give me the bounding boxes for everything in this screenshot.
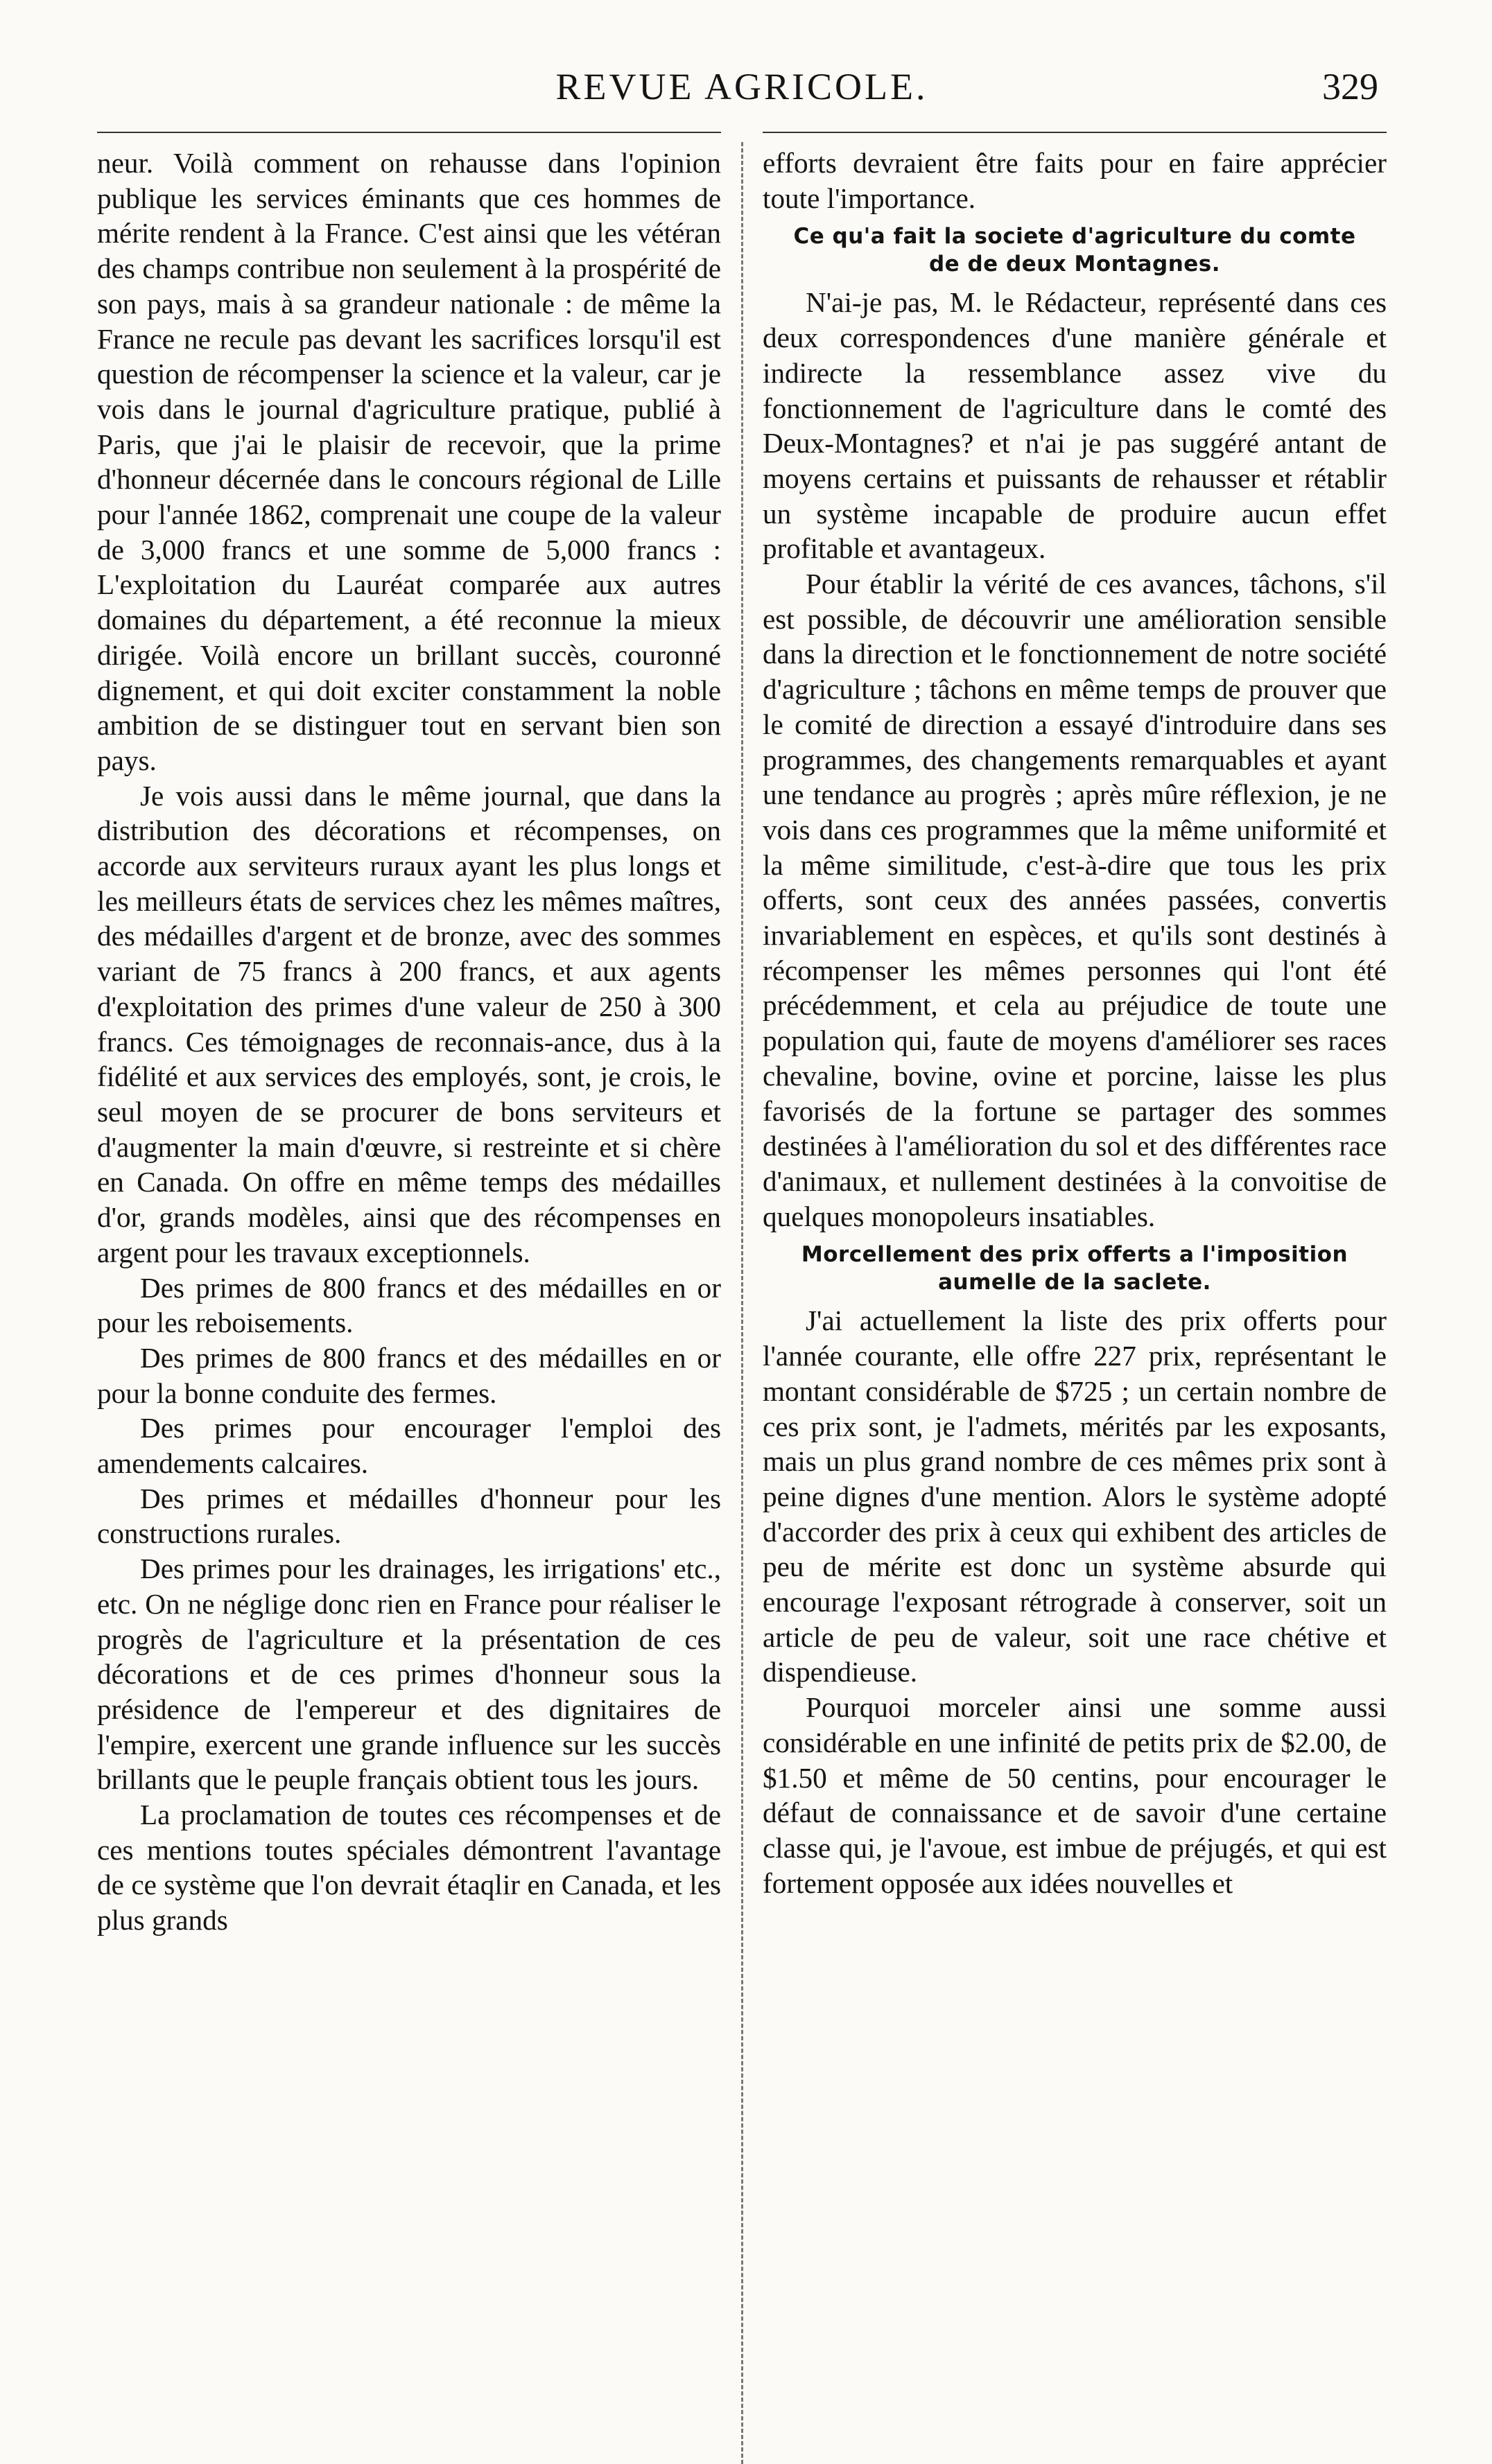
left-column <box>97 146 721 1938</box>
running-title: REVUE AGRICOLE. <box>555 66 928 107</box>
header-rule-right <box>763 132 1387 133</box>
paragraph: Des primes pour encourager l'emploi des amendements calcaires. <box>97 1412 721 1480</box>
paragraph: neur. Voilà comment on rehausse dans l'opinion publique les services éminants que ces hommes de mérite rendent à la France. C'est ainsi que les vétéran des champs contribue non seulement à la prospérité de son pays, mais à sa grandeur nationale : de même la France ne recule pas devant les sacrifices lorsqu'il est question de récompenser la science et la valeur, car je vois dans le journal d'agriculture pratique, publié à Paris, que j'ai le plaisir de recevoir, que la prime d'honneur décernée dans le concours régional de Lille pour l'année 1862, comprenait une coupe de la valeur de 3,000 francs et une somme de 5,000 francs : L'exploitation du Lauréat comparée aux autres domaines du département, a été reconnue la mieux dirigée. Voilà encore un brillant succès, couronné dignement, et qui doit exciter constamment la noble ambition de se distinguer tout en servant bien son pays. <box>97 147 721 776</box>
right-column <box>763 146 1387 1901</box>
column-divider <box>741 142 743 2464</box>
paragraph: Je vois aussi dans le même journal, que dans la distribution des décorations et récompenses, on accorde aux serviteurs ruraux ayant les plus longs et les meilleurs états de services chez les mêmes maîtres, des médailles d'argent et de bronze, avec des sommes variant de 75 francs à 200 francs, et aux agents d'exploitation des primes d'une valeur de 250 à 300 francs. Ces témoignages de reconnais-ance, dus à la fidélité et aux services des employés, sont, je crois, le seul moyen de se procurer de bons serviteurs et d'augmenter la main d'œuvre, si restreinte et si chère en Canada. On offre en même temps des médailles d'or, grands modèles, ainsi que des récompenses en argent pour les travaux exceptionnels. <box>97 779 721 1268</box>
paragraph: La proclamation de toutes ces récompenses et de ces mentions toutes spéciales démontrent l'avantage de ce système que l'on devrait étaqlir en Canada, et les plus grands <box>97 1799 721 1937</box>
paragraph: Pourquoi morceler ainsi une somme aussi considérable en une infinité de petits prix de $2.00, de $1.50 et même de 50 centins, pour encourager le défaut de connaissance et de savoir d'une certaine classe qui, je l'avoue, est imbue de préjugés, et qui est fortement opposée aux idées nouvelles et <box>763 1691 1387 1899</box>
paragraph: J'ai actuellement la liste des prix offerts pour l'année courante, elle offre 227 prix, représentant le montant considérable de $725 ; un certain nombre de ces prix sont, je l'admets, mérités par les exposants, mais un plus grand nombre de ces mêmes prix sont à peine dignes d'une mention. Alors le système adopté d'accorder des prix à ceux qui exhibent des articles de peu de mérite est donc un système absurde qui encourage l'exposant rétrograde à conserver, soit un article de peu de valeur, soit une race chétive et dispendieuse. <box>763 1304 1387 1688</box>
paragraph: Des primes pour les drainages, les irrigations' etc., etc. On ne néglige donc rien en France pour réaliser le progrès de l'agriculture et la présentation de ces décorations et de ces primes d'honneur sous la présidence de l'empereur et des dignitaires de l'empire, exercent une grande influence sur les succès brillants que le peuple français obtient tous les jours. <box>97 1553 721 1796</box>
header-rule-left <box>97 132 721 133</box>
running-header <box>97 60 1387 122</box>
paragraph: Des primes de 800 francs et des médailles en or pour les reboisements. <box>97 1271 721 1339</box>
section-heading: Ce qu'a fait la societe d'agriculture du comte de de deux Montagnes. <box>793 224 1356 277</box>
paragraph: Des primes de 800 francs et des médailles en or pour la bonne conduite des fermes. <box>97 1341 721 1409</box>
paragraph: Pour établir la vérité de ces avances, tâchons, s'il est possible, de découvrir une amélioration sensible dans la direction et le fonctionnement de notre société d'agriculture ; tâchons en même temps de prouver que le comité de direction a essayé d'introduire dans ses programmes, des changements remarquables et ayant une tendance au progrès ; après mûre réflexion, je ne vois dans ces programmes que la même uniformité et la même similitude, c'est-à-dire que tous les prix offerts, sont ceux des années passées, convertis invariablement en espèces, et qu'ils sont destinés à récompenser les mêmes personnes qui l'ont été précédemment, et cela au préjudice de toute une population qui, faute de moyens d'améliorer ses races chevaline, bovine, ovine et porcine, laisse les plus favorisés de la fortune se partager des sommes destinées à l'amélioration du sol et des différentes race d'animaux, et nullement destinées à la convoitise de quelques monopoleurs insatiables. <box>763 568 1387 1232</box>
paragraph: N'ai-je pas, M. le Rédacteur, représenté dans ces deux correspondences d'une manière générale et indirecte la ressemblance assez vive du fonctionnement de l'agriculture dans le comté des Deux-Montagnes? et n'ai je pas suggéré antant de moyens certains et puissants de rehausser et rétablir un système incapable de produire aucun effet profitable et avantageux. <box>763 286 1387 565</box>
section-heading: Morcellement des prix offerts a l'imposition aumelle de la saclete. <box>801 1242 1348 1295</box>
paragraph: efforts devraient être faits pour en faire apprécier toute l'importance. <box>763 147 1387 214</box>
paragraph: Des primes et médailles d'honneur pour les constructions rurales. <box>97 1482 721 1550</box>
page-number: 329 <box>1322 66 1378 107</box>
